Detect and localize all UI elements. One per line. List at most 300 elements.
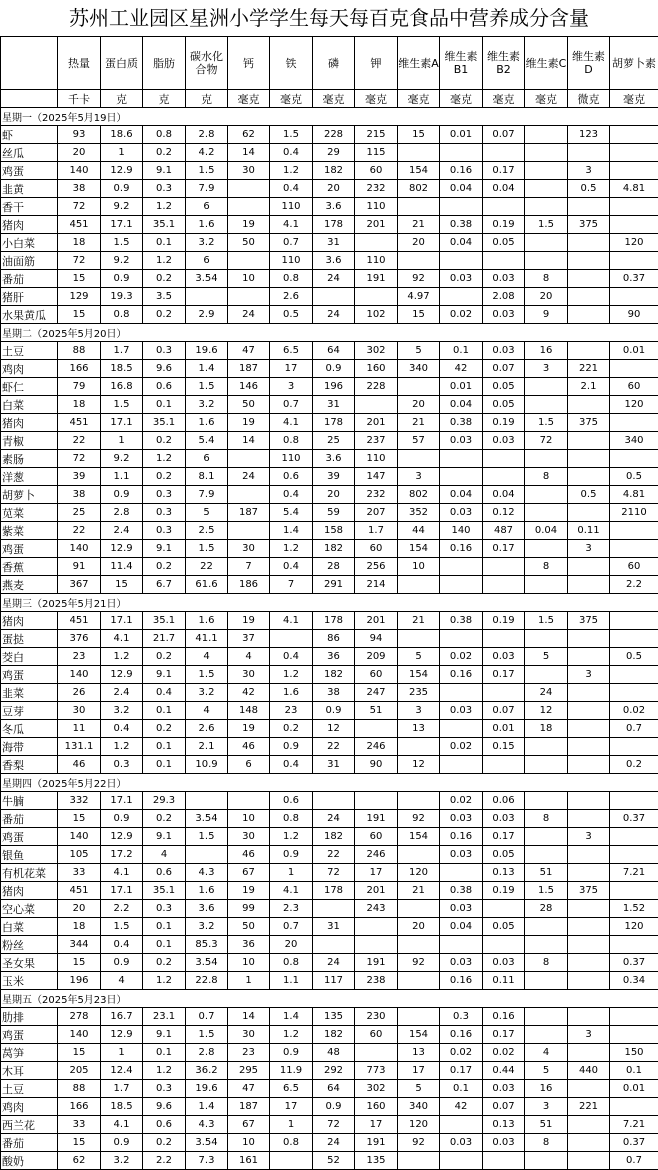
table-cell <box>228 288 270 306</box>
table-cell: 35.1 <box>143 414 186 432</box>
table-cell: 1 <box>228 972 270 990</box>
table-cell: 21.7 <box>143 630 186 648</box>
table-cell <box>1 37 58 90</box>
table-cell: 22 <box>58 432 101 450</box>
table-cell: 182 <box>313 162 355 180</box>
table-cell: 9.1 <box>143 1026 186 1044</box>
table-cell: 2.1 <box>568 378 610 396</box>
table-cell: 72 <box>313 1116 355 1134</box>
table-cell: 0.02 <box>483 1044 525 1062</box>
table-cell: 17 <box>398 1062 440 1080</box>
table-cell <box>440 684 483 702</box>
table-cell: 6 <box>186 252 228 270</box>
table-cell: 3.6 <box>313 450 355 468</box>
table-row <box>1 954 658 972</box>
table-cell: 0.9 <box>313 1098 355 1116</box>
table-cell <box>483 936 525 954</box>
table-cell <box>610 612 658 630</box>
table-cell: 15 <box>58 270 101 288</box>
table-cell: 230 <box>355 1008 398 1026</box>
table-cell: 278 <box>58 1008 101 1026</box>
table-cell: 332 <box>58 792 101 810</box>
table-cell: 0.6 <box>143 378 186 396</box>
table-cell: 1.5 <box>270 126 313 144</box>
table-cell: 白菜 <box>1 396 58 414</box>
table-cell <box>568 576 610 594</box>
table-cell: 0.4 <box>270 648 313 666</box>
table-row <box>1 144 658 162</box>
table-cell: 17 <box>270 360 313 378</box>
table-cell: 20 <box>398 918 440 936</box>
table-cell: 0.1 <box>143 756 186 774</box>
table-cell <box>568 684 610 702</box>
table-cell: 22.8 <box>186 972 228 990</box>
table-cell: 30 <box>228 666 270 684</box>
table-cell: 60 <box>355 666 398 684</box>
table-cell: 0.2 <box>143 954 186 972</box>
table-row <box>1 828 658 846</box>
table-cell: 素肠 <box>1 450 58 468</box>
table-cell: 9.1 <box>143 162 186 180</box>
table-cell: 29 <box>313 144 355 162</box>
table-cell <box>568 198 610 216</box>
table-cell <box>525 918 568 936</box>
table-cell <box>440 630 483 648</box>
table-cell: 0.17 <box>483 1026 525 1044</box>
table-cell <box>228 486 270 504</box>
table-cell <box>525 1026 568 1044</box>
table-cell: 191 <box>355 810 398 828</box>
table-cell: 205 <box>58 1062 101 1080</box>
table-cell: 99 <box>228 900 270 918</box>
table-cell: 维生素C <box>525 37 568 90</box>
table-cell: 36 <box>313 648 355 666</box>
table-cell: 0.03 <box>440 702 483 720</box>
table-cell <box>568 864 610 882</box>
table-cell: 鸡肉 <box>1 360 58 378</box>
table-cell <box>525 738 568 756</box>
table-cell: 4.2 <box>186 144 228 162</box>
table-cell: 0.9 <box>270 1044 313 1062</box>
table-cell: 0.7 <box>270 234 313 252</box>
table-cell: 0.03 <box>440 1134 483 1152</box>
table-row <box>1 450 658 468</box>
table-cell <box>525 486 568 504</box>
table-cell: 0.9 <box>270 738 313 756</box>
table-cell: 土豆 <box>1 342 58 360</box>
table-cell: 12 <box>398 756 440 774</box>
table-cell: 215 <box>355 126 398 144</box>
table-cell: 1 <box>101 1044 143 1062</box>
table-cell <box>610 846 658 864</box>
table-cell: 302 <box>355 1080 398 1098</box>
table-cell <box>568 252 610 270</box>
table-cell: 0.8 <box>101 306 143 324</box>
table-cell: 毫克 <box>355 90 398 108</box>
table-cell: 0.34 <box>610 972 658 990</box>
table-cell: 0.44 <box>483 1062 525 1080</box>
table-cell: 0.9 <box>101 180 143 198</box>
table-cell: 10 <box>228 810 270 828</box>
table-cell: 0.03 <box>483 810 525 828</box>
table-cell: 292 <box>313 1062 355 1080</box>
table-row <box>1 558 658 576</box>
table-cell: 18.5 <box>101 360 143 378</box>
table-cell <box>483 468 525 486</box>
table-cell: 246 <box>355 738 398 756</box>
table-row <box>1 1026 658 1044</box>
table-cell: 磷 <box>313 37 355 90</box>
table-cell <box>483 576 525 594</box>
table-cell: 3 <box>525 1098 568 1116</box>
table-cell: 85.3 <box>186 936 228 954</box>
table-cell <box>610 252 658 270</box>
table-cell <box>525 126 568 144</box>
table-cell: 香蕉 <box>1 558 58 576</box>
table-cell: 38 <box>58 180 101 198</box>
table-cell: 52 <box>313 1152 355 1170</box>
table-cell: 15 <box>58 1134 101 1152</box>
table-cell: 28 <box>313 558 355 576</box>
table-cell: 47 <box>228 1080 270 1098</box>
table-cell: 105 <box>58 846 101 864</box>
table-cell: 0.16 <box>440 1026 483 1044</box>
table-cell <box>568 738 610 756</box>
table-cell: 140 <box>58 540 101 558</box>
table-cell <box>440 1116 483 1134</box>
table-cell: 30 <box>58 702 101 720</box>
table-cell: 鸡蛋 <box>1 666 58 684</box>
table-cell: 20 <box>525 288 568 306</box>
table-cell <box>568 1080 610 1098</box>
table-cell <box>525 504 568 522</box>
table-cell: 2.2 <box>610 576 658 594</box>
table-cell: 3 <box>398 702 440 720</box>
table-cell: 92 <box>398 954 440 972</box>
table-cell: 41.1 <box>186 630 228 648</box>
table-cell: 1.7 <box>101 342 143 360</box>
table-cell: 3.6 <box>313 198 355 216</box>
day-label: 星期一（2025年5月19日） <box>1 108 658 126</box>
table-cell <box>525 972 568 990</box>
table-row <box>1 612 658 630</box>
header-row <box>1 37 658 90</box>
table-cell <box>440 144 483 162</box>
table-cell: 番茄 <box>1 1134 58 1152</box>
table-cell: 20 <box>313 486 355 504</box>
table-cell <box>610 414 658 432</box>
table-cell: 19 <box>228 612 270 630</box>
table-cell <box>568 468 610 486</box>
table-cell: 182 <box>313 540 355 558</box>
table-cell: 21 <box>398 414 440 432</box>
table-cell: 热量 <box>58 37 101 90</box>
table-cell: 140 <box>440 522 483 540</box>
table-cell <box>398 378 440 396</box>
table-cell: 487 <box>483 522 525 540</box>
table-cell: 120 <box>398 1116 440 1134</box>
table-cell <box>483 1152 525 1170</box>
table-cell: 0.1 <box>143 702 186 720</box>
table-cell <box>313 288 355 306</box>
table-cell <box>610 1098 658 1116</box>
table-cell <box>568 1008 610 1026</box>
table-cell: 香干 <box>1 198 58 216</box>
table-cell: 196 <box>58 972 101 990</box>
table-cell: 376 <box>58 630 101 648</box>
table-cell: 17 <box>355 864 398 882</box>
table-cell: 苋菜 <box>1 504 58 522</box>
table-cell: 0.03 <box>440 846 483 864</box>
table-cell: 猪肉 <box>1 612 58 630</box>
table-row <box>1 432 658 450</box>
table-cell: 8 <box>525 810 568 828</box>
table-cell: 毫克 <box>525 90 568 108</box>
table-cell: 0.17 <box>483 540 525 558</box>
table-cell <box>398 1008 440 1026</box>
table-cell: 0.4 <box>143 684 186 702</box>
table-cell: 20 <box>58 900 101 918</box>
table-cell: 64 <box>313 342 355 360</box>
table-cell: 6.5 <box>270 1080 313 1098</box>
table-cell <box>568 450 610 468</box>
table-cell: 2.2 <box>143 1152 186 1170</box>
table-cell: 1.2 <box>270 828 313 846</box>
table-cell <box>568 234 610 252</box>
table-cell: 15 <box>58 954 101 972</box>
table-cell <box>228 792 270 810</box>
table-cell <box>525 234 568 252</box>
table-cell: 4.1 <box>270 414 313 432</box>
table-cell <box>568 792 610 810</box>
table-cell: 1.5 <box>186 162 228 180</box>
table-cell: 5 <box>398 342 440 360</box>
table-cell <box>440 936 483 954</box>
table-cell <box>610 828 658 846</box>
table-cell: 3.2 <box>186 918 228 936</box>
table-cell <box>355 234 398 252</box>
table-cell <box>568 648 610 666</box>
table-cell: 72 <box>58 252 101 270</box>
table-cell: 碳水化合物 <box>186 37 228 90</box>
table-cell: 451 <box>58 882 101 900</box>
table-cell: 1.5 <box>525 882 568 900</box>
table-cell: 燕麦 <box>1 576 58 594</box>
table-cell: 0.37 <box>610 954 658 972</box>
table-cell: 18 <box>58 234 101 252</box>
table-cell <box>525 828 568 846</box>
table-cell: 0.04 <box>525 522 568 540</box>
table-cell: 0.01 <box>610 342 658 360</box>
table-cell: 18 <box>58 396 101 414</box>
table-cell: 0.2 <box>610 756 658 774</box>
table-cell: 鸡蛋 <box>1 828 58 846</box>
table-cell <box>440 468 483 486</box>
table-cell: 10 <box>228 1134 270 1152</box>
table-cell: 2.4 <box>101 684 143 702</box>
table-cell: 0.6 <box>270 468 313 486</box>
table-cell <box>525 936 568 954</box>
table-cell: 207 <box>355 504 398 522</box>
table-cell: 291 <box>313 576 355 594</box>
table-row <box>1 126 658 144</box>
table-cell: 5 <box>398 1080 440 1098</box>
table-cell: 146 <box>228 378 270 396</box>
table-cell: 西兰花 <box>1 1116 58 1134</box>
table-cell: 0.1 <box>143 738 186 756</box>
table-cell: 0.2 <box>143 648 186 666</box>
table-cell <box>398 1152 440 1170</box>
table-cell <box>483 144 525 162</box>
table-cell: 0.04 <box>440 486 483 504</box>
table-row <box>1 198 658 216</box>
table-cell: 10.9 <box>186 756 228 774</box>
table-cell: 鸡蛋 <box>1 1026 58 1044</box>
table-cell <box>610 540 658 558</box>
table-cell: 0.04 <box>440 918 483 936</box>
table-cell: 79 <box>58 378 101 396</box>
table-cell: 344 <box>58 936 101 954</box>
table-cell <box>186 288 228 306</box>
table-cell: 19 <box>228 720 270 738</box>
table-cell: 91 <box>58 558 101 576</box>
table-cell: 24 <box>228 306 270 324</box>
table-row <box>1 252 658 270</box>
table-cell <box>355 918 398 936</box>
table-cell: 4 <box>186 648 228 666</box>
table-cell <box>610 216 658 234</box>
table-cell <box>525 396 568 414</box>
table-cell: 33 <box>58 1116 101 1134</box>
table-cell <box>568 288 610 306</box>
table-cell: 1.6 <box>186 612 228 630</box>
table-cell: 3 <box>568 828 610 846</box>
table-cell <box>568 432 610 450</box>
table-cell: 9.2 <box>101 198 143 216</box>
table-cell: 187 <box>228 1098 270 1116</box>
table-cell: 166 <box>58 1098 101 1116</box>
table-cell: 木耳 <box>1 1062 58 1080</box>
table-cell <box>398 846 440 864</box>
table-cell: 22 <box>313 846 355 864</box>
table-cell: 24 <box>313 270 355 288</box>
table-cell: 5 <box>398 648 440 666</box>
table-cell: 31 <box>313 918 355 936</box>
table-cell: 28 <box>525 900 568 918</box>
table-cell: 2.2 <box>101 900 143 918</box>
table-cell: 2.6 <box>186 720 228 738</box>
table-cell: 51 <box>525 864 568 882</box>
day-label: 星期三（2025年5月21日） <box>1 594 658 612</box>
table-cell: 6 <box>186 450 228 468</box>
table-cell: 20 <box>398 396 440 414</box>
table-cell: 0.4 <box>270 144 313 162</box>
table-cell: 4.1 <box>270 882 313 900</box>
table-cell <box>440 288 483 306</box>
table-cell: 3 <box>568 540 610 558</box>
table-cell: 3.54 <box>186 810 228 828</box>
table-cell: 番茄 <box>1 270 58 288</box>
table-cell: 0.02 <box>440 738 483 756</box>
table-cell: 1.5 <box>101 234 143 252</box>
table-cell: 88 <box>58 1080 101 1098</box>
table-cell: 20 <box>398 234 440 252</box>
table-cell: 21 <box>398 882 440 900</box>
table-cell: 海带 <box>1 738 58 756</box>
table-cell: 140 <box>58 1026 101 1044</box>
table-cell: 4 <box>143 846 186 864</box>
table-cell: 17.1 <box>101 612 143 630</box>
table-cell: 胡萝卜 <box>1 486 58 504</box>
table-cell <box>525 180 568 198</box>
table-cell: 0.9 <box>101 1134 143 1152</box>
table-row <box>1 756 658 774</box>
table-cell <box>483 450 525 468</box>
table-cell: 2.08 <box>483 288 525 306</box>
table-cell: 白菜 <box>1 918 58 936</box>
table-cell: 0.4 <box>270 756 313 774</box>
table-cell <box>610 288 658 306</box>
table-cell: 340 <box>398 1098 440 1116</box>
table-cell: 3.6 <box>186 900 228 918</box>
table-cell: 3.2 <box>186 684 228 702</box>
table-cell <box>525 144 568 162</box>
table-cell: 3 <box>270 378 313 396</box>
table-cell: 0.04 <box>440 234 483 252</box>
table-cell: 0.6 <box>143 864 186 882</box>
table-cell: 4.3 <box>186 1116 228 1134</box>
table-cell: 36 <box>228 936 270 954</box>
table-cell: 232 <box>355 180 398 198</box>
table-cell: 123 <box>568 126 610 144</box>
table-cell: 鸡蛋 <box>1 540 58 558</box>
table-cell <box>228 252 270 270</box>
table-cell: 23 <box>270 702 313 720</box>
table-cell <box>568 396 610 414</box>
table-cell: 9.6 <box>143 360 186 378</box>
table-cell: 15 <box>58 306 101 324</box>
table-cell: 0.01 <box>440 126 483 144</box>
table-cell: 2.3 <box>270 900 313 918</box>
table-cell: 4.1 <box>101 1116 143 1134</box>
table-cell: 0.2 <box>143 432 186 450</box>
table-cell: 24 <box>525 684 568 702</box>
table-cell: 117 <box>313 972 355 990</box>
table-cell <box>525 378 568 396</box>
table-cell: 31 <box>313 756 355 774</box>
table-cell: 0.03 <box>440 954 483 972</box>
table-cell: 1.2 <box>101 648 143 666</box>
table-cell: 150 <box>610 1044 658 1062</box>
table-cell: 59 <box>313 504 355 522</box>
table-cell: 0.38 <box>440 216 483 234</box>
table-cell: 0.05 <box>483 396 525 414</box>
table-row <box>1 540 658 558</box>
table-row <box>1 1044 658 1062</box>
table-cell: 1.5 <box>186 666 228 684</box>
table-cell: 1.4 <box>270 1008 313 1026</box>
table-cell: 24 <box>313 1134 355 1152</box>
table-cell <box>483 756 525 774</box>
table-cell: 0.1 <box>440 1080 483 1098</box>
table-cell: 367 <box>58 576 101 594</box>
table-cell: 11.9 <box>270 1062 313 1080</box>
table-row <box>1 486 658 504</box>
table-cell: 韭菜 <box>1 684 58 702</box>
table-cell: 0.6 <box>143 1116 186 1134</box>
table-row <box>1 720 658 738</box>
table-cell: 12.9 <box>101 828 143 846</box>
